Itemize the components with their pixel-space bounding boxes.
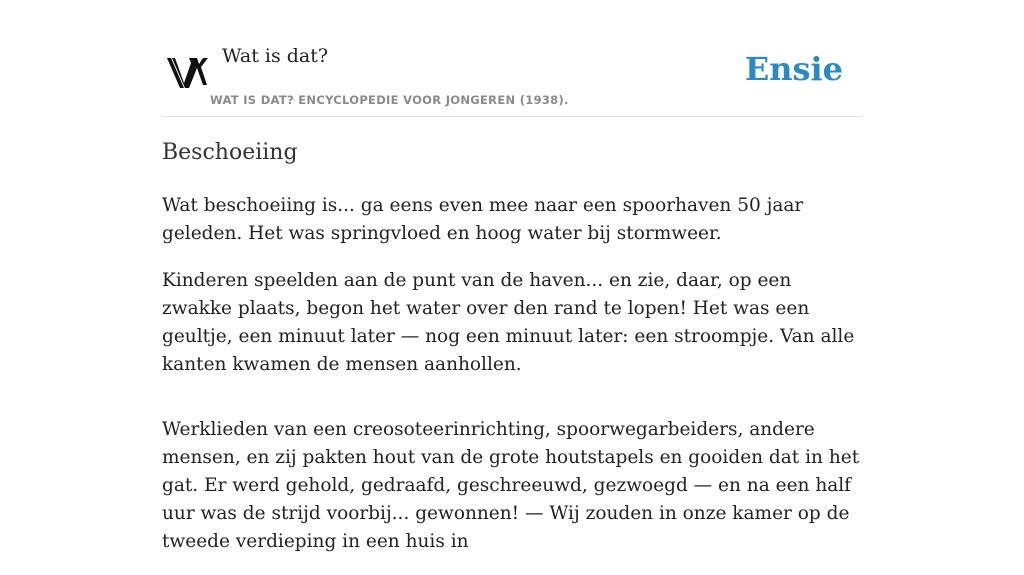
ensie-brand-link[interactable]: Ensie <box>744 50 843 88</box>
wikisource-w-icon[interactable] <box>164 52 208 90</box>
article-title: Beschoeiing <box>162 140 298 165</box>
content-container <box>162 0 862 552</box>
article-paragraph: Werklieden van een creosoteerinrichting, spoorwegarbeiders, andere mensen, en zij pakten hout van de grote houtstapels en gooiden dat in het gat. Er werd gehold, gedraafd, geschreeuwd, gezwoegd — en na een half uur was de strijd voorbij... gewonnen! — Wij zouden in onze kamer op de tweede verdieping in een huis in <box>162 419 860 552</box>
article-paragraph: Wat beschoeiing is... ga eens even mee naar een spoorhaven 50 jaar geleden. Het was springvloed en hoog water bij stormweer. <box>162 195 804 244</box>
site-subtitle: WAT IS DAT? ENCYCLOPEDIE VOOR JONGEREN (1938). <box>210 93 569 107</box>
article-body <box>162 192 862 575</box>
article-paragraph: Kinderen speelden aan de punt van de haven... en zie, daar, op een zwakke plaats, begon het water over den rand te lopen! Het was een geultje, een minuut later — nog een minuut later: een stroompje. Van alle kanten kwamen de mensen aanhollen. <box>162 270 855 375</box>
site-title[interactable]: Wat is dat? <box>222 45 329 67</box>
site-header <box>162 0 862 117</box>
